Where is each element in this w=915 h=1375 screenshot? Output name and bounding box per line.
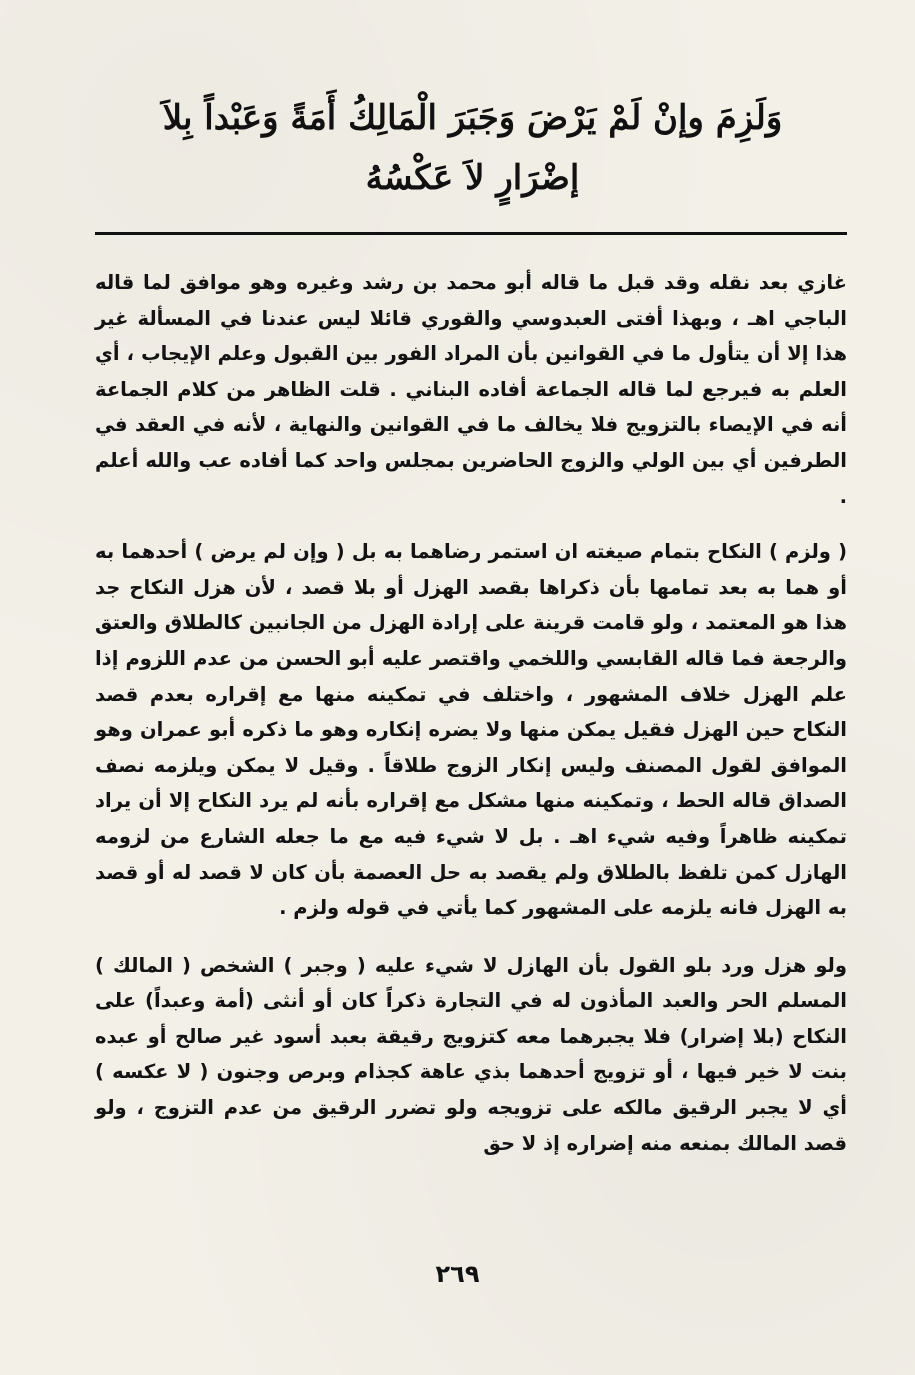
- heading-block: [95, 0, 850, 198]
- paragraph-2: ( ولزم ) النكاح بتمام صيغته ان استمر رضاهما به بل ( وإن لم يرض ) أحدهما به أو هما به بعد تمامها بأن ذكراها بقصد الهزل أو بلا قصد ، لأن هزل النكاح جد هذا هو المعتمد ، ولو قامت قرينة على إرادة الهزل من الجانبين كالطلاق والعتق والرجعة فما قاله القابسي واللخمي واقتصر عليه أبو الحسن من عدم اللزوم إذا علم الهزل خلاف المشهور ، واختلف في تمكينه منها مع إقراره بعدم قصد النكاح حين الهزل فقيل يمكن منها ولا يضره إنكاره وهو ما ذكره أبو عمران وهو الموافق لقول المصنف وليس إنكار الزوج طلاقاً . وقيل لا يمكن ويلزمه نصف الصداق قاله الحط ، وتمكينه منها مشكل مع إقراره بأنه لم يرد النكاح إلا أن يراد تمكينه ظاهراً وفيه شيء اهـ . بل لا شيء فيه مع ما جعله الشارع من لزومه الهازل كمن تلفظ بالطلاق ولم يقصد به حل العصمة بأن كان لا قصد له أو قصد به الهزل فانه يلزمه على المشهور كما يأتي في قوله ولزم .: [95, 540, 847, 920]
- commentary-text: [95, 265, 847, 1161]
- paragraph-1: غازي بعد نقله وقد قبل ما قاله أبو محمد بن رشد وغيره وهو موافق لما قاله الباجي اهـ ، وبهذا أفتى العبدوسي والقوري قائلا ليس عندنا في المسألة غير هذا إلا أن يتأول ما في القوانين بأن المراد الفور بين القبول وعلم الإيجاب ، أي العلم به فيرجع لما قاله الجماعة أفاده البناني . قلت الظاهر من كلام الجماعة أنه في الإيصاء بالتزويج فلا يخالف ما في القوانين والنهاية ، لأنه في العقد في الطرفين أي بين الولي والزوج الحاضرين بمجلس واحد كما أفاده عب والله أعلم .: [95, 271, 847, 508]
- matn-heading: [95, 0, 850, 198]
- paragraph-3: ولو هزل ورد بلو القول بأن الهازل لا شيء عليه ( وجبر ) الشخص ( المالك ) المسلم الحر والعبد المأذون له في التجارة ذكراً كان أو أنثى (أمة وعبداً) على النكاح (بلا إضرار) فلا يجبرهما معه كتزويج رقيقة بعبد أسود غير صالح أو عبده بنت لا خير فيها ، أو تزويج أحدهما بذي عاهة كجذام وبرص وجنون ( لا عكسه ) أي لا يجبر الرقيق مالكه على تزويجه ولو تضرر الرقيق من عدم التزوج ، ولو قصد المالك بمنعه منه إضراره إذ لا حق: [95, 953, 847, 1155]
- heading-line-2: إضْرَارٍ لاَ عَكْسُهُ: [365, 158, 580, 198]
- heading-line-1: وَلَزِمَ وإنْ لَمْ يَرْضَ وَجَبَرَ الْمَالِكُ أَمَةً وَعَبْداً بِلاَ: [162, 98, 783, 138]
- heading-divider: [95, 232, 847, 235]
- page-number: ٢٦٩: [435, 1260, 480, 1288]
